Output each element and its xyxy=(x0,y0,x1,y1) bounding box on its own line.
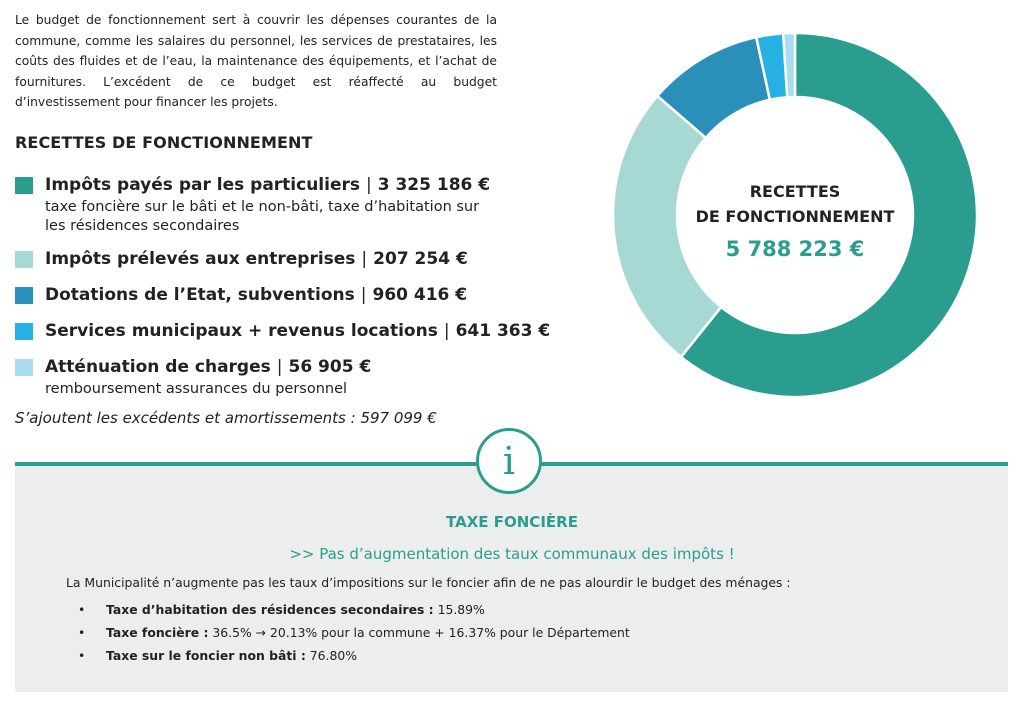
center-total: 5 788 223 € xyxy=(725,237,865,261)
legend-label: Dotations de l’Etat, subventions xyxy=(45,285,355,305)
tax-item-value: 15.89% xyxy=(433,602,485,617)
legend-swatch xyxy=(15,323,33,340)
section-title: RECETTES DE FONCTIONNEMENT xyxy=(15,133,313,152)
legend-label: Services municipaux + revenus locations xyxy=(45,321,438,341)
legend-item-services: Services municipaux + revenus locations | 641 363 € xyxy=(15,318,575,344)
tax-item-label: Taxe d’habitation des résidences secondaires : xyxy=(106,602,434,617)
list-item xyxy=(66,621,630,644)
legend-amount: 641 363 € xyxy=(455,321,551,341)
legend-desc: remboursement assurances du personnel xyxy=(45,381,348,397)
tax-subtitle: >> Pas d’augmentation des taux communaux des impôts ! xyxy=(289,545,735,563)
center-title-line2: DE FONCTIONNEMENT xyxy=(695,207,895,226)
tax-item-label: Taxe sur le foncier non bâti : xyxy=(106,648,306,663)
tax-intro: La Municipalité n’augmente pas les taux d’impositions sur le foncier afin de ne pas alourdir le budget des ménages : xyxy=(66,575,791,590)
legend-amount: 960 416 € xyxy=(372,285,468,305)
legend-swatch xyxy=(15,251,33,268)
tax-item-value: 36.5% → 20.13% pour la commune + 16.37% pour le Département xyxy=(208,625,630,640)
legend-label: Impôts payés par les particuliers xyxy=(45,175,360,195)
legend-swatch xyxy=(15,287,33,304)
extra-note: S’ajoutent les excédents et amortissements : 597 099 € xyxy=(15,409,437,427)
donut-chart xyxy=(600,20,990,410)
legend-amount: 56 905 € xyxy=(288,357,372,377)
legend-item-attenuation: Atténuation de charges | 56 905 € remboursement assurances du personnel xyxy=(15,354,575,399)
tax-item-value: 76.80% xyxy=(305,648,357,663)
info-icon: i xyxy=(476,428,542,494)
legend-item-dotations: Dotations de l’Etat, subventions | 960 416 € xyxy=(15,282,575,308)
legend-item-particuliers: Impôts payés par les particuliers | 3 325 186 € taxe foncière sur le bâti et le non-bâti, taxe d’habitation sur les résidences secondaires xyxy=(15,172,575,236)
legend-swatch xyxy=(15,359,33,376)
list-item xyxy=(66,598,630,621)
legend xyxy=(15,172,575,399)
center-title-line1: RECETTES xyxy=(749,182,841,201)
intro-paragraph: Le budget de fonctionnement sert à couvrir les dépenses courantes de la commune, comme les salaires du personnel, les services de prestataires, les coûts des fluides et de l’eau, la maintenance des équipements, et l’achat de fournitures. L’excédent de ce budget est réaffecté au budget d’investissement pour financer les projets. xyxy=(15,13,497,110)
legend-item-entreprises: Impôts prélevés aux entreprises | 207 254 € xyxy=(15,246,575,272)
legend-amount: 207 254 € xyxy=(373,249,468,269)
legend-label: Impôts prélevés aux entreprises xyxy=(45,249,356,269)
legend-desc: taxe foncière sur le bâti et le non-bâti, taxe d’habitation sur les résidences secondaires xyxy=(45,199,480,234)
legend-amount: 3 325 186 € xyxy=(377,175,491,195)
legend-label: Atténuation de charges xyxy=(45,357,271,377)
tax-item-label: Taxe foncière : xyxy=(106,625,209,640)
tax-title: TAXE FONCIÈRE xyxy=(446,513,578,531)
tax-list xyxy=(66,598,630,667)
list-item xyxy=(66,644,630,667)
legend-swatch xyxy=(15,177,33,194)
